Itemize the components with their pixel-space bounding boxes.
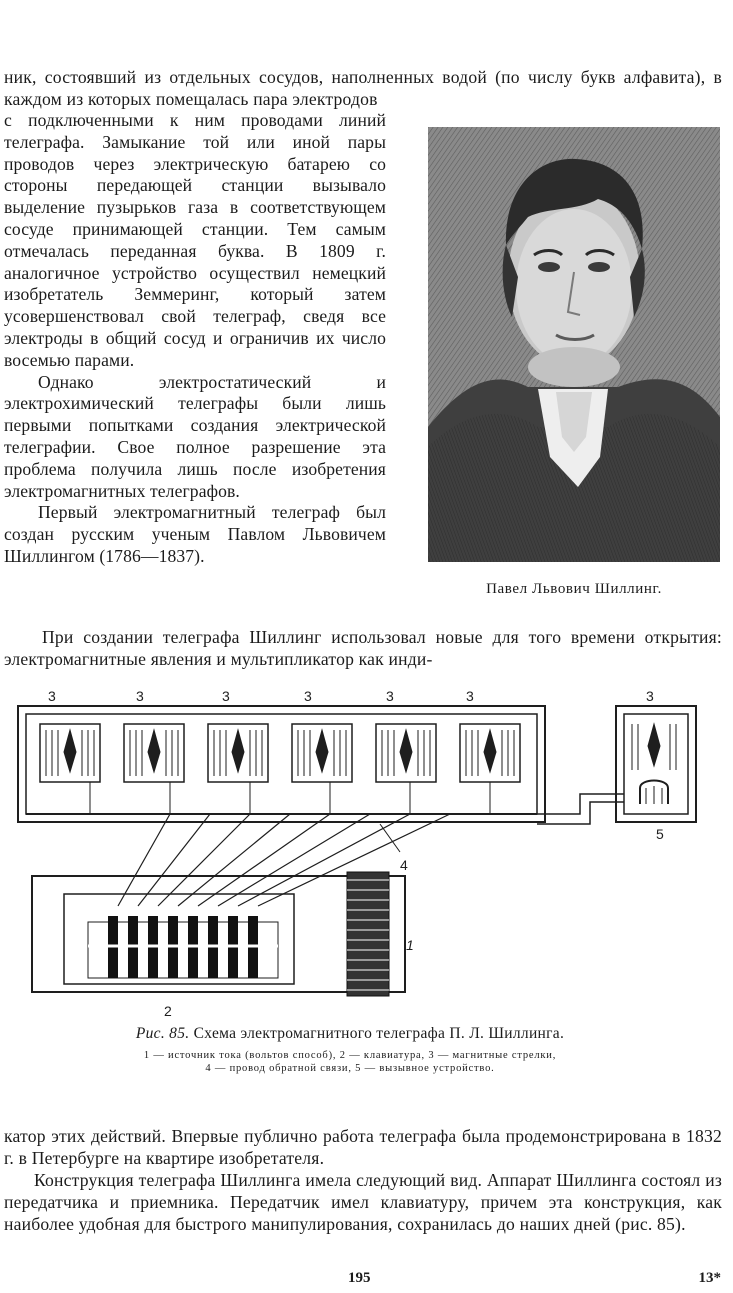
- call-device-inner-frame: [624, 714, 688, 814]
- label-feedback-wire: 4: [400, 857, 408, 873]
- label-magnetic-needle: 3: [646, 688, 654, 704]
- needle-unit: [40, 724, 100, 782]
- call-device-frame: [616, 706, 696, 822]
- label-magnetic-needle: 3: [222, 688, 230, 704]
- text-column: [4, 110, 386, 568]
- portrait-caption: Павел Львович Шиллинг.: [486, 581, 662, 597]
- portrait-engraving: [428, 127, 720, 562]
- label-magnetic-needle: 3: [466, 688, 474, 704]
- figure-diagram: [0, 684, 733, 1024]
- label-call-device: 5: [656, 826, 664, 842]
- needle-unit: [124, 724, 184, 782]
- label-magnetic-needle: 3: [136, 688, 144, 704]
- paragraph-middle: При создании телеграфа Шиллинг использовал новые для того времени открытия: электромагнитные явления и мультипликатор как инди-: [4, 627, 722, 669]
- signature-mark: 13*: [698, 1270, 721, 1286]
- needle-unit: [208, 724, 268, 782]
- portrait-image: [428, 127, 720, 562]
- figure-legend-line: 1 — источник тока (вольтов способ), 2 — клавиатура, 3 — магнитные стрелки,: [143, 1050, 557, 1061]
- figure-legend-line: 4 — провод обратной связи, 5 — вызывное устройство.: [205, 1063, 495, 1074]
- text-bottom: [4, 1125, 722, 1235]
- paragraph-bottom-2: Конструкция телеграфа Шиллинга имела следующий вид. Аппарат Шиллинга состоял из передатчика и приемника. Передатчик имел клавиатуру, причем эта конструкция, как наиболее удобная для быстрого манипулирования, сохранилась до наших дней (рис. 85).: [4, 1170, 722, 1234]
- paragraph-column-2: Однако электростатический и электрохимический телеграфы были лишь первыми попытками создания электрической телеграфии. Свое полное разрешение эта проблема получила лишь после изобретения электромагнитных телеграфов.: [4, 371, 386, 501]
- figure-label: Рис. 85.: [135, 1025, 190, 1042]
- needle-unit: [460, 724, 520, 782]
- label-power-source: 1: [406, 937, 414, 953]
- paragraph-bottom-1: катор этих действий. Впервые публично работа телеграфа была продемонстрирована в 1832 г. в Петербурге на квартире изобретателя.: [4, 1126, 722, 1168]
- label-magnetic-needle: 3: [304, 688, 312, 704]
- label-magnetic-needle: 3: [386, 688, 394, 704]
- needle-unit: [292, 724, 352, 782]
- telegraph-schematic: [0, 684, 733, 1024]
- label-magnetic-needle: 3: [48, 688, 56, 704]
- needle-unit: [376, 724, 436, 782]
- figure-title: Схема электромагнитного телеграфа П. Л. Шиллинга.: [193, 1025, 565, 1042]
- paragraph-column-3: Первый электромагнитный телеграф был создан русским ученым Павлом Львовичем Шиллингом (1786—1837).: [4, 502, 386, 566]
- label-keyboard: 2: [164, 1003, 172, 1019]
- call-device-needle: [632, 724, 676, 804]
- voltaic-pile: [347, 872, 389, 996]
- paragraph-top: ник, состоявший из отдельных сосудов, наполненных водой (по числу букв алфавита), в каждом из которых помещалась пара электродов: [4, 67, 722, 109]
- page-number: 195: [348, 1270, 371, 1286]
- figure-caption: [0, 1025, 700, 1043]
- paragraph-column-1: с подключенными к ним проводами линий телеграфа. Замыкание той или иной пары проводов через электрическую батарею со стороны передающей станции вызывало выделение пузырьков газа в соответствующем сосуде принимающей станции. Тем самым отмечалась переданная буква. В 1809 г. аналогичное устройство осуществил немецкий изобретатель Земмеринг, который затем усовершенствовал свой телеграф, сведя все электроды в общий сосуд и ограничив их число восемью парами.: [4, 110, 386, 370]
- figure-legend: [0, 1049, 700, 1075]
